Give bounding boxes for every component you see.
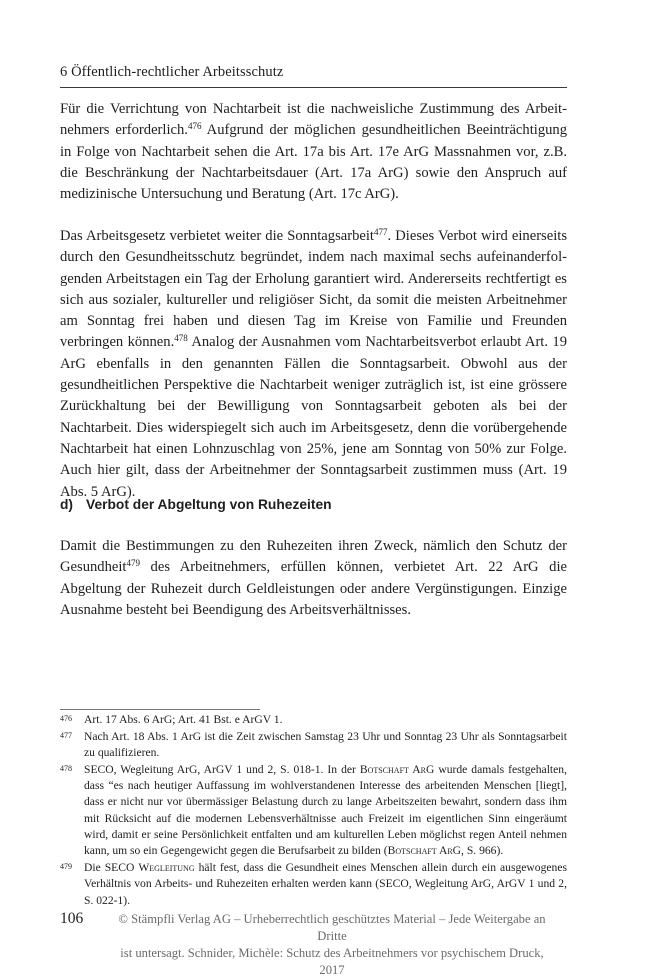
footnote-ref-477[interactable]: 477 [373,227,388,237]
footnotes [60,712,567,910]
footnote-number: 479 [60,862,72,872]
footnote-478 [60,762,567,860]
section-title: Verbot der Abgeltung von Ruhezeiten [86,497,332,512]
source-title: Botschaft ArG [359,762,435,776]
footnote-segment: , S. 966). [461,844,504,858]
paragraph-rest-periods [60,536,567,621]
paragraph-text: Damit die Bestimmungen zu den Ruhezeiten ihren Zweck, nämlich den Schutz der Gesundheit [60,538,567,576]
footnote-text [84,860,567,909]
footnote-ref-476[interactable]: 476 [187,121,202,132]
section-label: d) [60,497,74,512]
footnote-segment: Die SECO [84,861,139,875]
paragraph-text: des Arbeitnehmers, erfüllen können, verbietet Art. 22 ArG die Abgeltung der Ruhezeit durch Geldleistungen oder andere Vergünstigungen. Einzige Ausnahme besteht bei Beendigung des Arbeitsverhältnisses. [60,559,567,618]
paragraph-text: . Dieses Verbot wird einerseits durch den Gesundheitsschutz begründet, indem nach maximal sechs aufeinanderfolgenden Arbeitstagen ein Tag der Erholung garantiert wird. Andererseits rechtfertigt es sich aus sozialer, kultureller und religiöser Sicht, da somit die meisten Arbeitnehmer am Sonntag frei haben und diesen Tag im Kreise von Familie und Freunden verbringen können. [60,228,568,351]
running-head: 6 Öffentlich-rechtlicher Arbeitsschutz [60,64,284,80]
paragraph-text: Analog der Ausnahmen vom Nachtarbeitsverbot erlaubt Art. 19 ArG ebenfalls in den genannten Fällen die Sonntagsarbeit. Obwohl aus der gesundheitlichen Perspektive die Nachtarbeit weniger zuträglich ist, ist eine grössere Zurückhaltung bei der Bewilligung von Sonntagsarbeit geboten als bei der Nachtarbeit. Dies widerspiegelt sich auch im Arbeitsgesetz, denn die vorübergehende Nachtarbeit hat einen Lohnzuschlag von 25%, jene am Sonntag von 50% zur Folge. Auch hier gilt, dass der Arbeitnehmer der Sonntagsarbeit zustimmen muss (Art. 19 Abs. 5 ArG). [60,334,567,500]
footnote-476 [60,712,567,728]
footnote-rule [60,709,260,710]
header-rule [60,87,567,88]
footnote-segment: hält fest, dass die Gesundheit eines Menschen allein durch ein ausgewogenes Verhältnis von Arbeits- und Ruhezeiten erhalten werden kann (SECO, Wegleitung ArG, ArGV 1 und 2, S. 022-1). [84,861,568,907]
paragraph-text: Aufgrund der möglichen gesundheitlichen Beeinträchtigung in Folge von Nachtarbeit sehen die Art. 17a bis Art. 17e ArG Massnahmen vor, z.B. die Beschränkung der Nachtarbeitsdauer (Art. 17a ArG) sowie den Anspruch auf medizinische Untersuchung und Beratung (Art. 17c ArG). [60,122,568,203]
paragraph-text: Das Arbeitsgesetz verbietet weiter die Sonntagsarbeit [60,228,374,244]
footnote-text: Art. 17 Abs. 6 ArG; Art. 41 Bst. e ArGV 1. [84,713,283,726]
footnote-text: Nach Art. 18 Abs. 1 ArG ist die Zeit zwischen Samstag 23 Uhr und Sonntag 23 Uhr als Sonntagsarbeit zu qualifizieren. [84,729,567,760]
paragraph-night-work [60,99,567,205]
footnote-number: 476 [60,714,72,723]
section-heading [60,497,332,512]
footnote-segment: wurde damals festgehalten, dass “es nach heutiger Auffassung im wohlverstandenen Interesse des arbeitenden Menschen [liegt], dass er nicht nur vor übermässiger Belastung durch zu lange Arbeitszeiten bewahrt, sondern dass ihm mit Rücksicht auf die modernen Lebensverhältnisse auch Freizeit im eigentlichen Sinn eingeräumt wird, damit er seine Persönlichkeit entfalten und am kulturellen Leben möglichst regen Anteil nehmen kann, um so ein Gegengewicht gegen die Berufsarbeit zu bilden ( [84,762,567,858]
footnote-number: 477 [60,730,72,740]
copyright-line: ist untersagt. Schnider, Michèle: Schutz des Arbeitnehmers vor psychischem Druck, 2017 [120,946,544,977]
paragraph-sunday-work [60,226,567,503]
footnote-number: 478 [60,763,72,773]
copyright-line: © Stämpfli Verlag AG – Urheberrechtlich geschütztes Material – Jede Weitergabe an Dritte [118,912,546,943]
footnote-segment: SECO, Wegleitung ArG, ArGV 1 und 2, S. 018-1. In der [84,762,360,776]
copyright-notice [110,911,554,979]
footnote-477 [60,729,567,762]
page-number: 106 [60,910,84,927]
paragraph-text: Für die Verrichtung von Nachtarbeit ist die nachweisliche Zustimmung des Arbeitnehmers erforderlich. [60,101,567,139]
source-title: Wegleitung [138,861,195,875]
footnote-ref-479[interactable]: 479 [126,558,140,569]
source-title: Botschaft ArG [387,844,462,858]
footnote-479 [60,860,567,909]
footnote-ref-478[interactable]: 478 [174,333,188,344]
footnote-text [84,762,567,860]
